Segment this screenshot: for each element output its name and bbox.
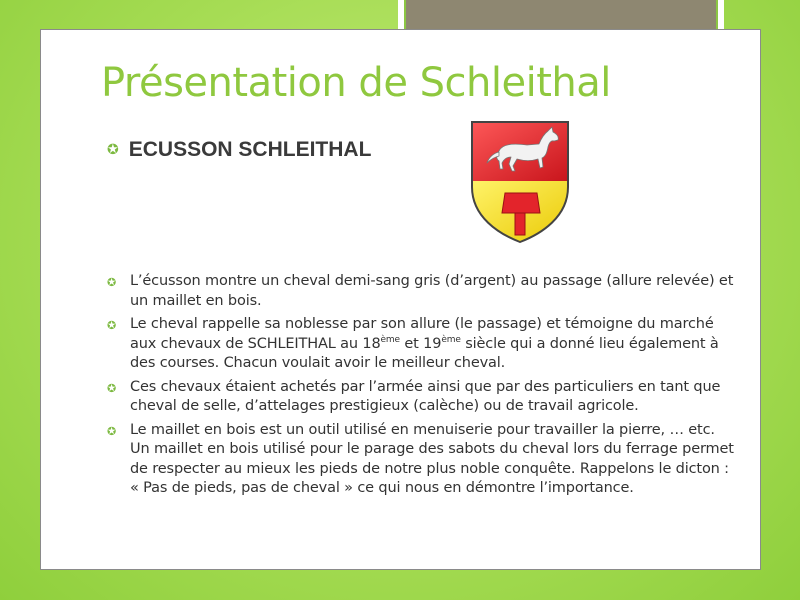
list-item-text-part: siècle qui a donné lieu également à des courses. Chacun voulait avoir le meilleur cheval. bbox=[130, 335, 719, 371]
list-item-text-part: Le cheval rappelle sa noblesse par son allure (le passage) et témoigne du marché aux chevaux de SCHLEITHAL au 18 bbox=[130, 316, 714, 352]
section-heading bbox=[107, 138, 371, 162]
slide bbox=[40, 29, 761, 570]
circle-bullet-icon: ✪ bbox=[107, 319, 117, 332]
list-item bbox=[107, 272, 737, 311]
circle-bullet-icon: ✪ bbox=[107, 276, 117, 289]
circle-bullet-icon: ✪ bbox=[107, 381, 117, 395]
superscript-ordinal: ème bbox=[380, 334, 400, 345]
slide-title: Présentation de Schleithal bbox=[101, 60, 611, 106]
circle-bullet-icon: ✪ bbox=[107, 142, 119, 158]
list-item bbox=[107, 315, 737, 374]
superscript-ordinal: ème bbox=[441, 334, 461, 345]
list-item-text: Le maillet en bois est un outil utilisé en menuiserie pour travailler la pierre, … etc. Un maillet en bois utilisé pour le parage des sabots du cheval lors du ferrage permet de respecter au mieux les pieds de notre plus noble conquête. Rappelons le dicton : « Pas de pieds, pas de cheval » ce qui nous en démontre l’importance. bbox=[130, 421, 734, 496]
list-item bbox=[107, 421, 737, 499]
bullet-list bbox=[107, 272, 737, 503]
shield-horse-mallet-icon bbox=[469, 119, 571, 245]
list-item-text: L’écusson montre un cheval demi-sang gris (d’argent) au passage (allure relevée) et un maillet en bois. bbox=[130, 273, 734, 309]
list-item bbox=[107, 378, 737, 417]
list-item-text: Ces chevaux étaient achetés par l’armée ainsi que par des particuliers en tant que cheval de selle, d’attelages prestigieux (calèche) ou de travail agricole. bbox=[130, 378, 721, 414]
circle-bullet-icon: ✪ bbox=[107, 424, 117, 438]
list-item-text-part: et 19 bbox=[399, 335, 442, 352]
section-heading-text: ECUSSON SCHLEITHAL bbox=[128, 138, 372, 161]
